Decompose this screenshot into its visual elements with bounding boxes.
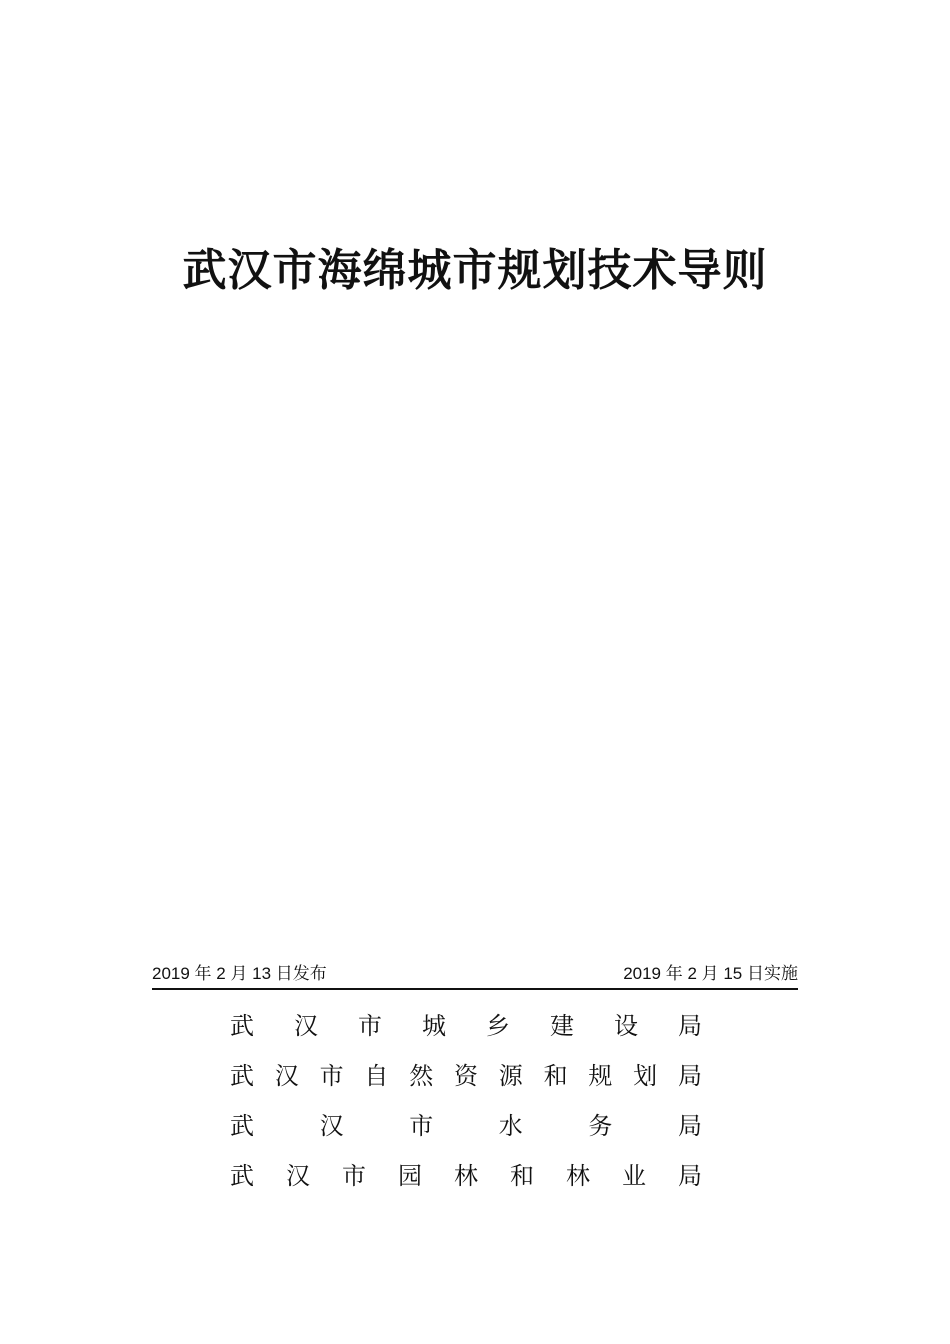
issuer-char: 然: [409, 1062, 434, 1090]
issuer-char: 规: [588, 1062, 613, 1090]
issuer-char: 乡: [486, 1012, 510, 1040]
issuer-char: 局: [677, 1062, 702, 1090]
issuer-4: [230, 1160, 702, 1192]
issuer-char: 林: [566, 1162, 590, 1190]
issuer-char: 汉: [319, 1112, 344, 1140]
issuer-char: 汉: [274, 1062, 299, 1090]
issuer-char: 和: [510, 1162, 534, 1190]
issuer-char: 业: [622, 1162, 646, 1190]
issuer-char: 武: [230, 1112, 254, 1140]
issuer-2: [230, 1060, 702, 1092]
issuer-char: 划: [633, 1062, 658, 1090]
issuer-char: 资: [453, 1062, 478, 1090]
issuer-char: 城: [422, 1012, 446, 1040]
issuer-3: [230, 1110, 702, 1142]
issuer-char: 设: [614, 1012, 638, 1040]
issuer-char: 市: [342, 1162, 366, 1190]
issuer-char: 林: [454, 1162, 478, 1190]
issuer-char: 汉: [286, 1162, 310, 1190]
issuer-char: 武: [230, 1162, 254, 1190]
publish-date: 2019 年 2 月 13 日发布: [152, 964, 327, 983]
issuer-char: 园: [398, 1162, 422, 1190]
issuer-char: 局: [678, 1162, 702, 1190]
issuer-char: 水: [498, 1112, 523, 1140]
issuer-char: 武: [230, 1012, 254, 1040]
issuer-char: 务: [588, 1112, 613, 1140]
issuer-char: 和: [543, 1062, 568, 1090]
document-title: 武汉市海绵城市规划技术导则: [182, 245, 768, 296]
issuer-char: 局: [677, 1112, 702, 1140]
issuer-char: 市: [409, 1112, 434, 1140]
issuer-1: [230, 1010, 702, 1042]
issuer-char: 武: [230, 1062, 254, 1090]
date-row: [152, 962, 798, 990]
issuer-char: 汉: [294, 1012, 318, 1040]
issuer-char: 局: [678, 1012, 702, 1040]
issuer-char: 市: [358, 1012, 382, 1040]
issuer-char: 源: [498, 1062, 523, 1090]
implement-date: 2019 年 2 月 15 日实施: [623, 964, 798, 983]
issuer-char: 市: [319, 1062, 344, 1090]
issuer-char: 建: [550, 1012, 574, 1040]
issuer-char: 自: [364, 1062, 389, 1090]
